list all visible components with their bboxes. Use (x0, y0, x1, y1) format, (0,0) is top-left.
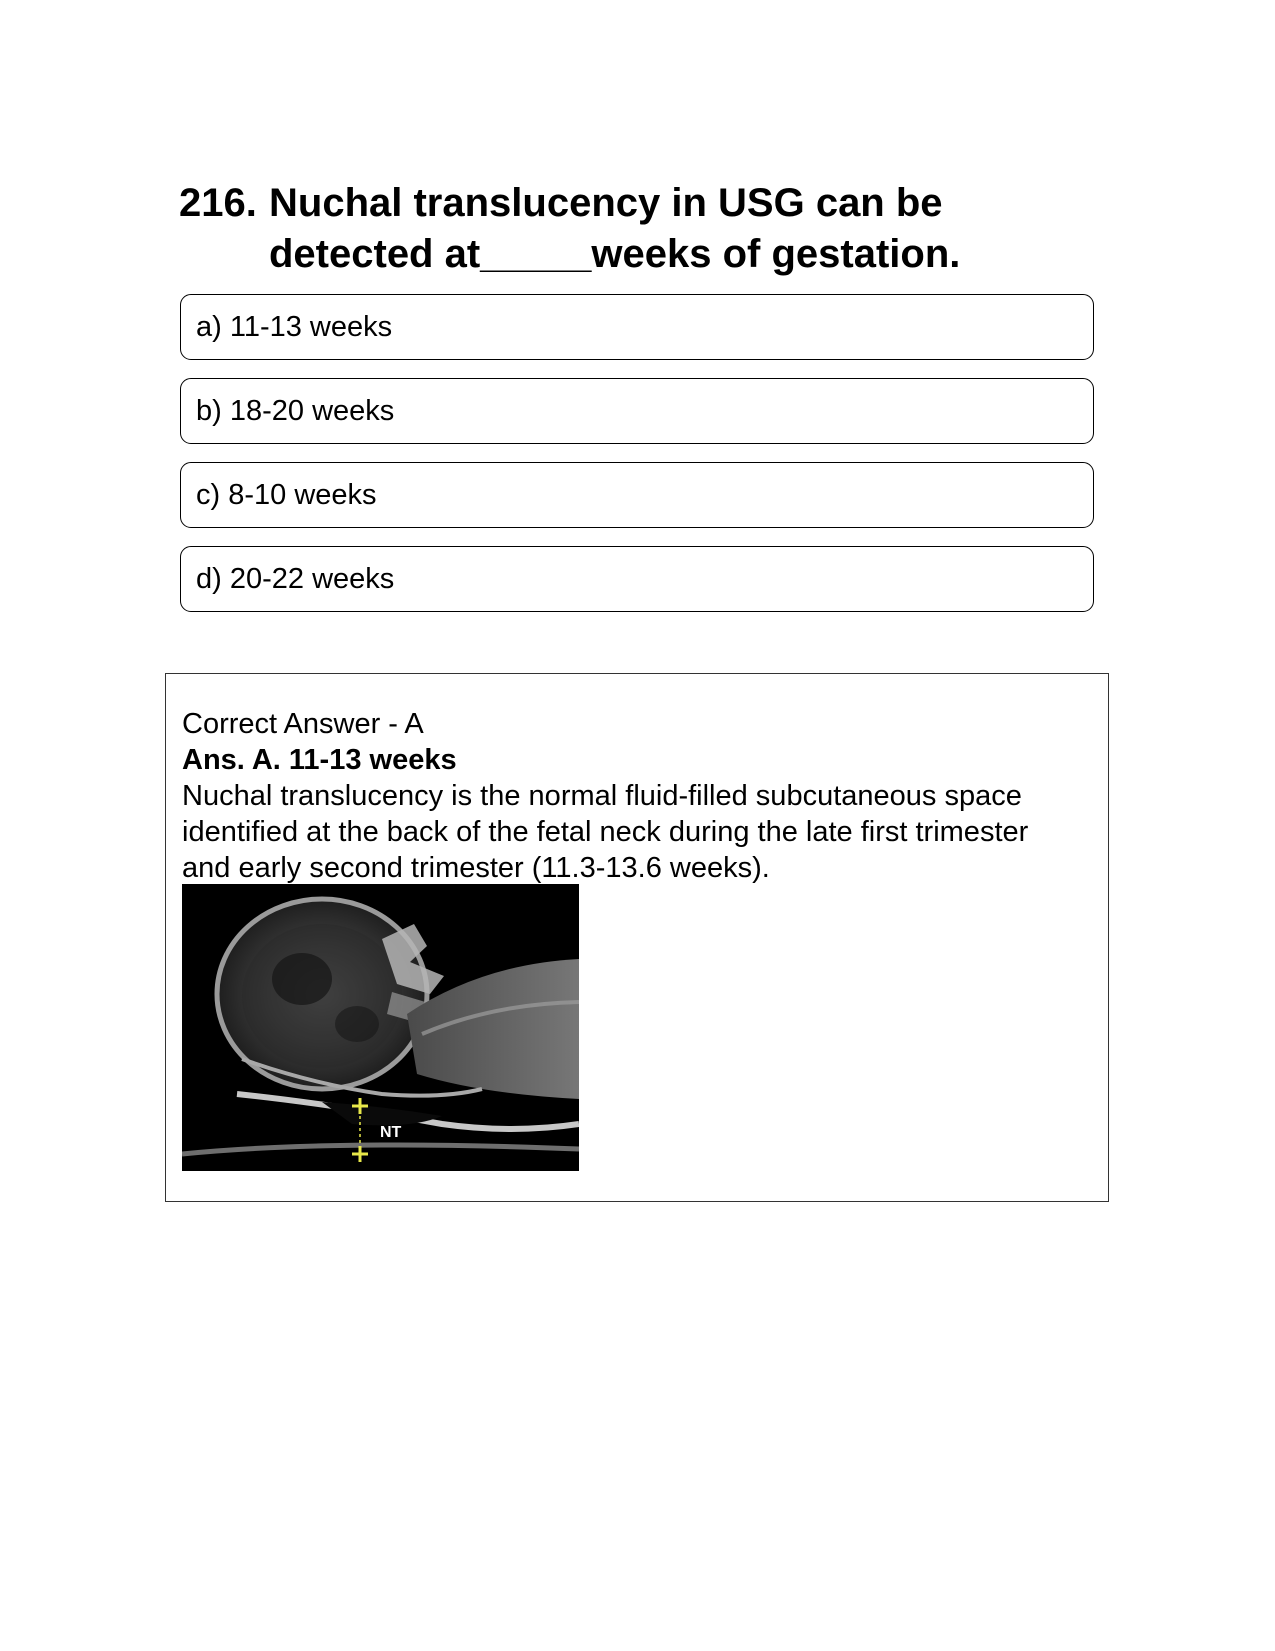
option-d[interactable] (180, 546, 1094, 612)
answer-explanation: Nuchal translucency is the normal fluid-filled subcutaneous space identified at the back of the fetal neck during the late first trimester and early second trimester (11.3-13.6 weeks). (182, 780, 1029, 884)
option-a[interactable] (180, 294, 1094, 360)
option-b[interactable] (180, 378, 1094, 444)
option-c[interactable] (180, 462, 1094, 528)
option-c-label: c) 8-10 weeks (196, 478, 377, 511)
nt-label: NT (380, 1124, 402, 1141)
correct-answer-line: Correct Answer - A (182, 708, 424, 740)
answer-box (165, 673, 1109, 1202)
option-b-label: b) 18-20 weeks (196, 394, 395, 427)
question-number: 216. (179, 181, 257, 225)
option-a-label: a) 11-13 weeks (196, 310, 393, 343)
question-text: Nuchal translucency in USG can be detected at_____weeks of gestation. (269, 181, 961, 276)
answer-text (182, 706, 1082, 886)
ultrasound-image (182, 884, 579, 1171)
question (179, 178, 1099, 280)
option-d-label: d) 20-22 weeks (196, 562, 395, 595)
answer-heading: Ans. A. 11-13 weeks (182, 744, 457, 776)
